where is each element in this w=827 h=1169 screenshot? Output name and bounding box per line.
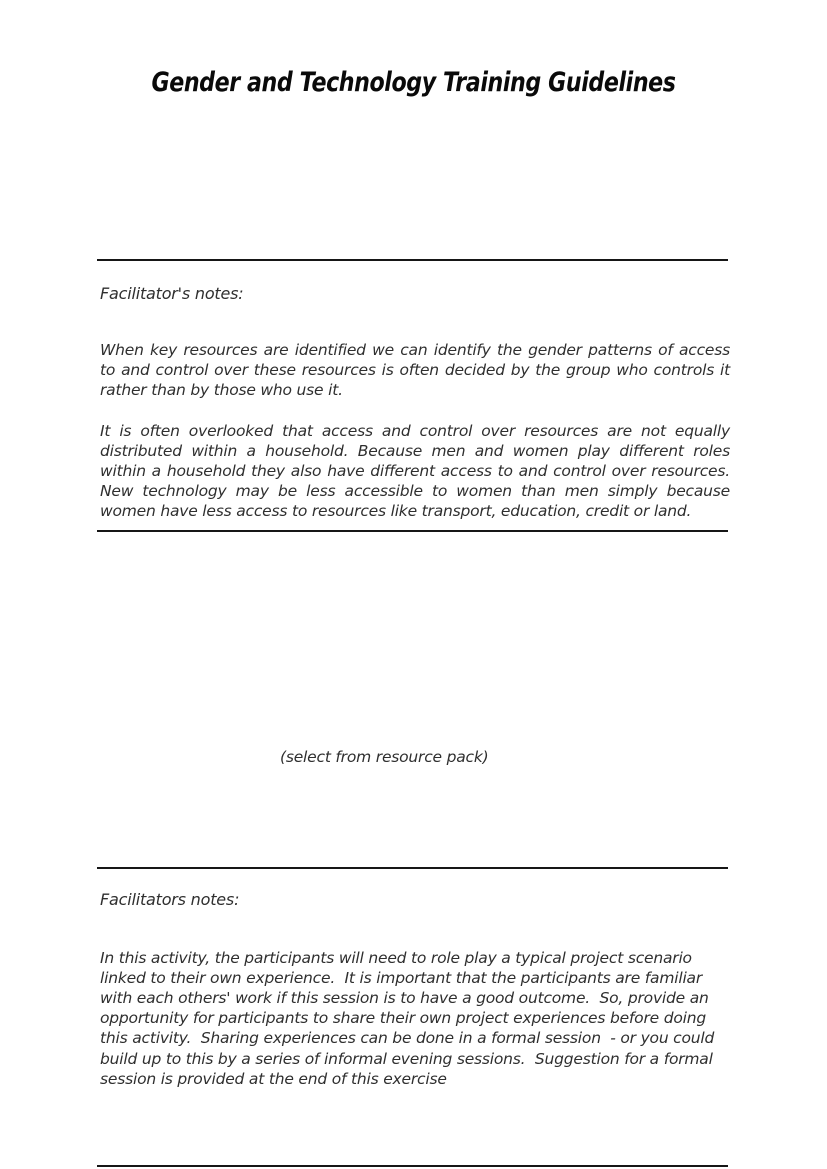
notes-section-2-bottom-rule: [97, 1165, 728, 1167]
notes-section-1-bottom-rule: [97, 530, 728, 532]
notes-section-2-top-rule: [97, 867, 728, 869]
facilitator-notes-1-paragraph-1: When key resources are identified we can identify the gender patterns of access to and control over these resources is often decided by the group who controls it rather than by those who use it.: [100, 340, 735, 399]
notes-section-1-top-rule: [97, 259, 728, 261]
facilitator-notes-2-heading: Facilitators notes:: [100, 890, 240, 909]
resource-pack-note: (select from resource pack): [280, 748, 489, 766]
facilitator-notes-1-paragraph-2: It is often overlooked that access and control over resources are not equally distributed within a household. Because men and women play different roles within a household they also have different access to and control over resources. New technology may be less accessible to women than men simply because women have less access to resources like transport, education, credit or land.: [100, 421, 740, 521]
facilitator-notes-2-paragraph-1: In this activity, the participants will need to role play a typical project scenario linked to their own experience. It is important that the participants are familiar with each others' work if this session is to have a good outcome. So, provide an opportunity for participants to share their own project experiences before doing this activity. Sharing experiences can be done in a formal session - or you could build up to this by a series of informal evening sessions. Suggestion for a formal session is provided at the end of this exercise: [100, 948, 719, 1088]
page-title: Gender and Technology Training Guidelines: [151, 67, 676, 99]
facilitator-notes-1-heading: Facilitator's notes:: [100, 284, 244, 303]
